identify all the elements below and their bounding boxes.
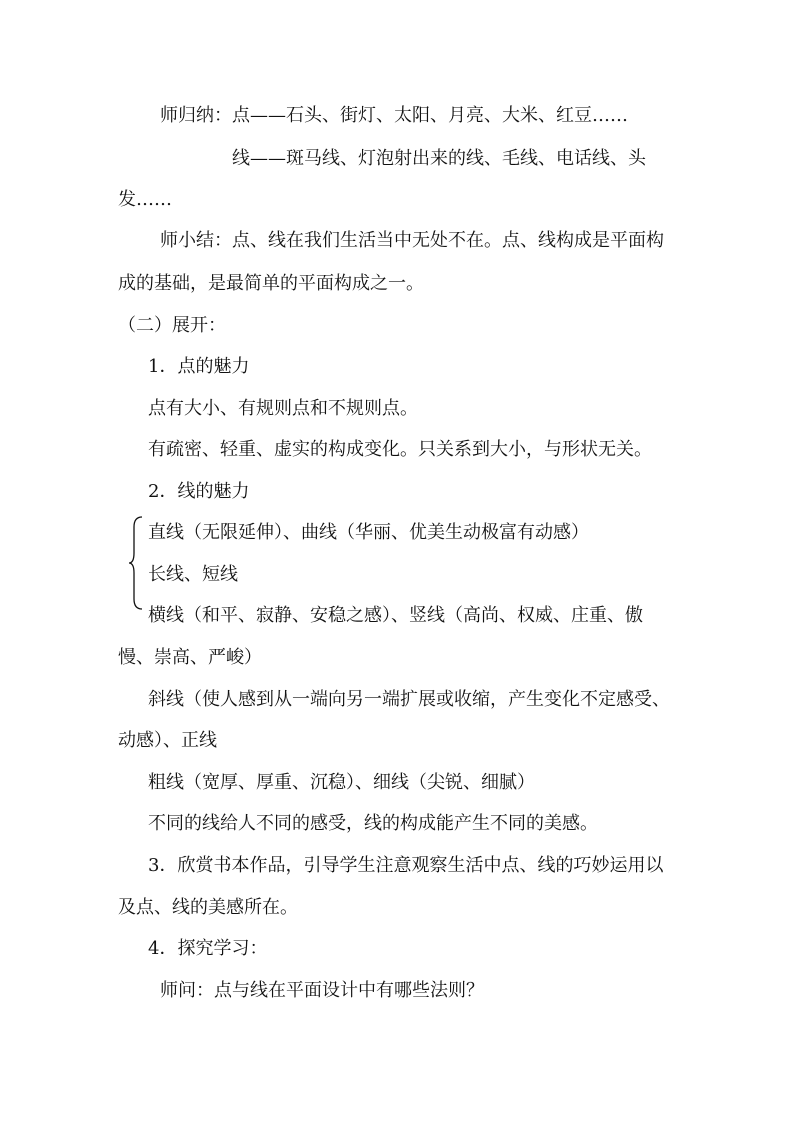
- text-line: 成的基础，是最简单的平面构成之一。: [118, 273, 424, 294]
- text-line: 师归纳：点——石头、街灯、太阳、月亮、大米、红豆……: [160, 105, 628, 126]
- text-line: 点有大小、有规则点和不规则点。: [148, 398, 418, 419]
- text-line: 慢、崇高、严峻）: [118, 647, 262, 668]
- section-heading: （二）展开：: [118, 315, 226, 336]
- subsection-heading: 4．探究学习：: [148, 938, 268, 959]
- subsection-heading: 1．点的魅力: [148, 356, 250, 377]
- text-line: 及点、线的美感所在。: [118, 897, 298, 918]
- subsection-heading: 2．线的魅力: [148, 481, 250, 502]
- text-line: 师问：点与线在平面设计中有哪些法则？: [160, 980, 484, 1001]
- text-line: 发……: [118, 189, 172, 210]
- text-line: 斜线（使人感到从一端向另一端扩展或收缩，产生变化不定感受、: [148, 689, 670, 710]
- text-line: 3．欣赏书本作品，引导学生注意观察生活中点、线的巧妙运用以: [148, 855, 664, 876]
- text-line: 有疏密、轻重、虚实的构成变化。只关系到大小，与形状无关。: [148, 439, 652, 460]
- curly-brace-icon: [128, 515, 144, 611]
- text-line: 长线、短线: [148, 564, 238, 585]
- text-line: 直线（无限延伸）、曲线（华丽、优美生动极富有动感）: [148, 522, 589, 543]
- text-line: 动感）、正线: [118, 730, 217, 751]
- text-line: 线——斑马线、灯泡射出来的线、毛线、电话线、头: [232, 148, 646, 169]
- text-line: 师小结：点、线在我们生活当中无处不在。点、线构成是平面构: [160, 230, 664, 251]
- text-line: 横线（和平、寂静、安稳之感）、竖线（高尚、权威、庄重、傲: [148, 605, 643, 626]
- text-line: 粗线（宽厚、厚重、沉稳）、细线（尖锐、细腻）: [148, 772, 535, 793]
- text-line: 不同的线给人不同的感受，线的构成能产生不同的美感。: [148, 813, 598, 834]
